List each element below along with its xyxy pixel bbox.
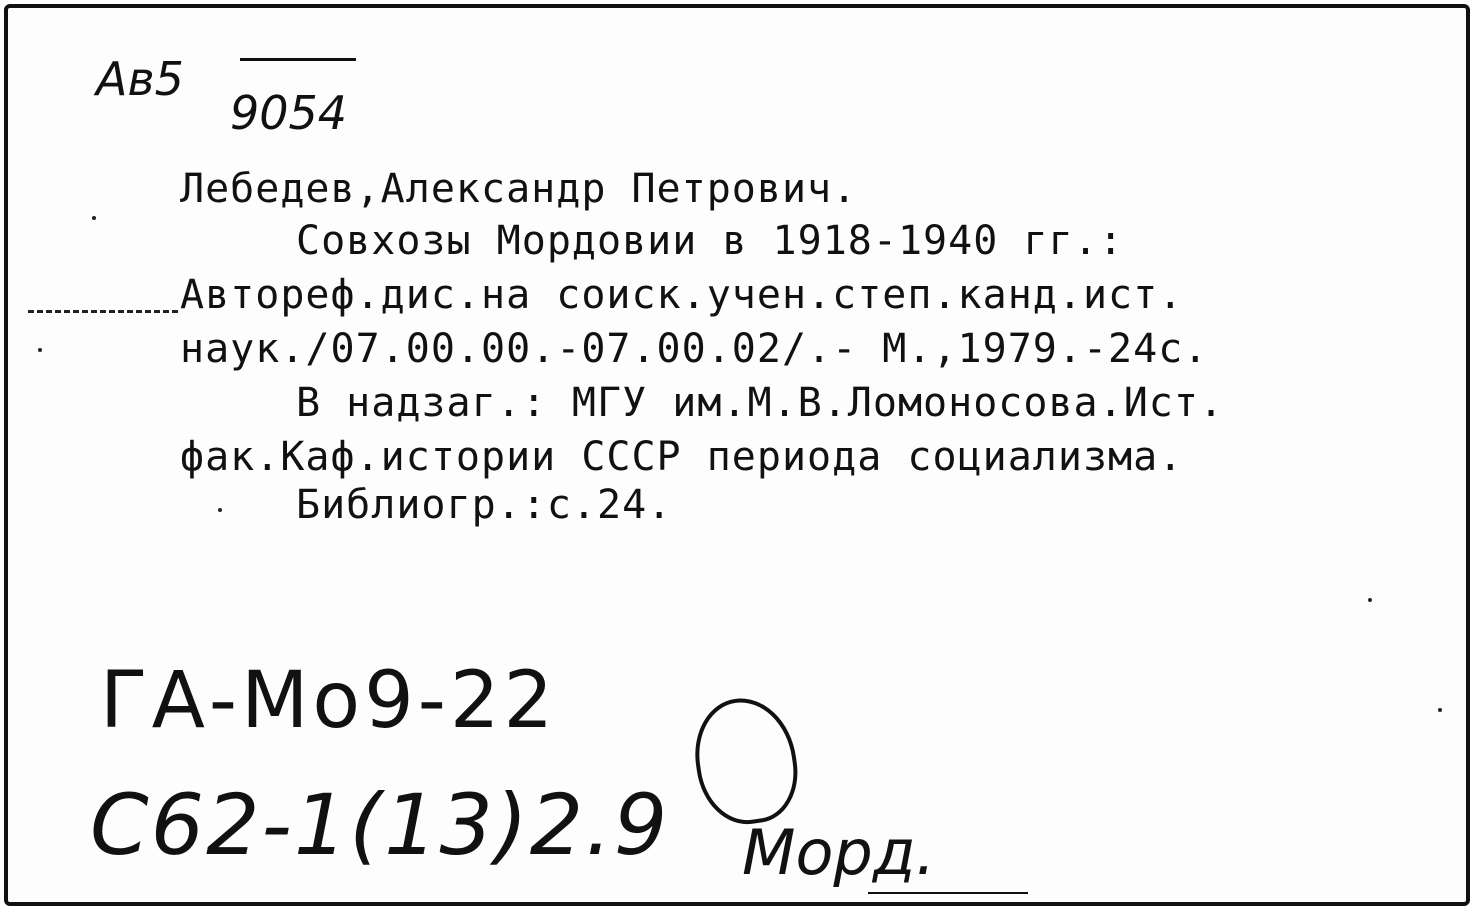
- entry-text: наук./07.00.00.-07.00.02/.- М.,1979.-24с.: [180, 326, 1209, 372]
- speck: [1438, 708, 1442, 712]
- entry-text: Совхозы Мордовии в 1918-1940 гг.:: [296, 218, 1124, 264]
- entry-text: фак.Каф.истории СССР периода социализма.: [180, 434, 1184, 480]
- shelf-mark-number: 9054: [230, 86, 348, 140]
- entry-text: Лебедев,Александр Петрович.: [180, 166, 858, 212]
- speck: [92, 216, 96, 220]
- circle-stamp-mark: [688, 692, 805, 831]
- speck: [1368, 598, 1372, 602]
- shelf-mark-overline: [240, 58, 356, 61]
- handwritten-code-2: С62-1(13)2.9: [90, 776, 670, 874]
- handwritten-note: Морд.: [742, 816, 936, 889]
- dashed-rule: [28, 310, 178, 313]
- speck: [38, 348, 42, 352]
- speck: [218, 508, 222, 512]
- handwritten-code-1: ГА-Мо9-22: [100, 656, 558, 746]
- entry-text: В надзаг.: МГУ им.М.В.Ломоносова.Ист.: [296, 380, 1225, 426]
- entry-text: Библиогр.:с.24.: [296, 482, 673, 528]
- note-underline: [868, 892, 1028, 894]
- catalog-card: [4, 4, 1470, 906]
- shelf-mark-prefix: Ав5: [96, 52, 184, 106]
- entry-text: Автореф.дис.на соиск.учен.степ.канд.ист.: [180, 272, 1184, 318]
